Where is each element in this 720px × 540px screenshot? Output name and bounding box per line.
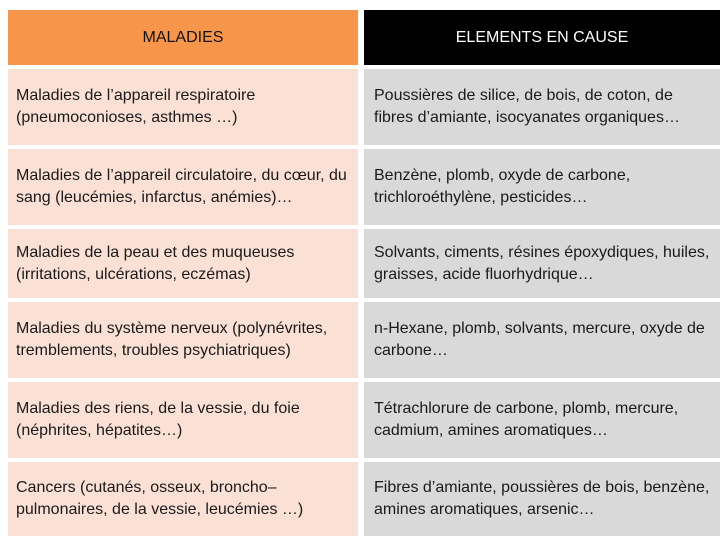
elements-cell: Benzène, plomb, oxyde de carbone, trichloroéthylène, pesticides… [364, 149, 720, 225]
table-row [0, 149, 720, 225]
maladie-cell: Maladies des riens, de la vessie, du foie (néphrites, hépatites…) [8, 382, 358, 458]
table-row [0, 69, 720, 145]
table-row [0, 382, 720, 458]
table-row [0, 302, 720, 378]
maladie-cell: Maladies de l’appareil circulatoire, du cœur, du sang (leucémies, infarctus, anémies)… [8, 149, 358, 225]
maladie-cell: Cancers (cutanés, osseux, broncho–pulmonaires, de la vessie, leucémies …) [8, 462, 358, 536]
elements-cell: Tétrachlorure de carbone, plomb, mercure, cadmium, amines aromatiques… [364, 382, 720, 458]
header-maladies: MALADIES [8, 10, 358, 65]
elements-cell: Fibres d’amiante, poussières de bois, benzène, amines aromatiques, arsenic… [364, 462, 720, 536]
elements-cell: Solvants, ciments, résines époxydiques, huiles, graisses, acide fluorhydrique… [364, 229, 720, 298]
maladie-cell: Maladies du système nerveux (polynévrites, tremblements, troubles psychiatriques) [8, 302, 358, 378]
table-row [0, 229, 720, 298]
elements-cell: n-Hexane, plomb, solvants, mercure, oxyde de carbone… [364, 302, 720, 378]
table-body [0, 69, 720, 540]
header-elements-en-cause: ELEMENTS EN CAUSE [364, 10, 720, 65]
maladie-cell: Maladies de la peau et des muqueuses (irritations, ulcérations, eczémas) [8, 229, 358, 298]
elements-cell: Poussières de silice, de bois, de coton, de fibres d’amiante, isocyanates organiques… [364, 69, 720, 145]
maladie-cell: Maladies de l’appareil respiratoire (pneumoconioses, asthmes …) [8, 69, 358, 145]
table-row [0, 462, 720, 536]
